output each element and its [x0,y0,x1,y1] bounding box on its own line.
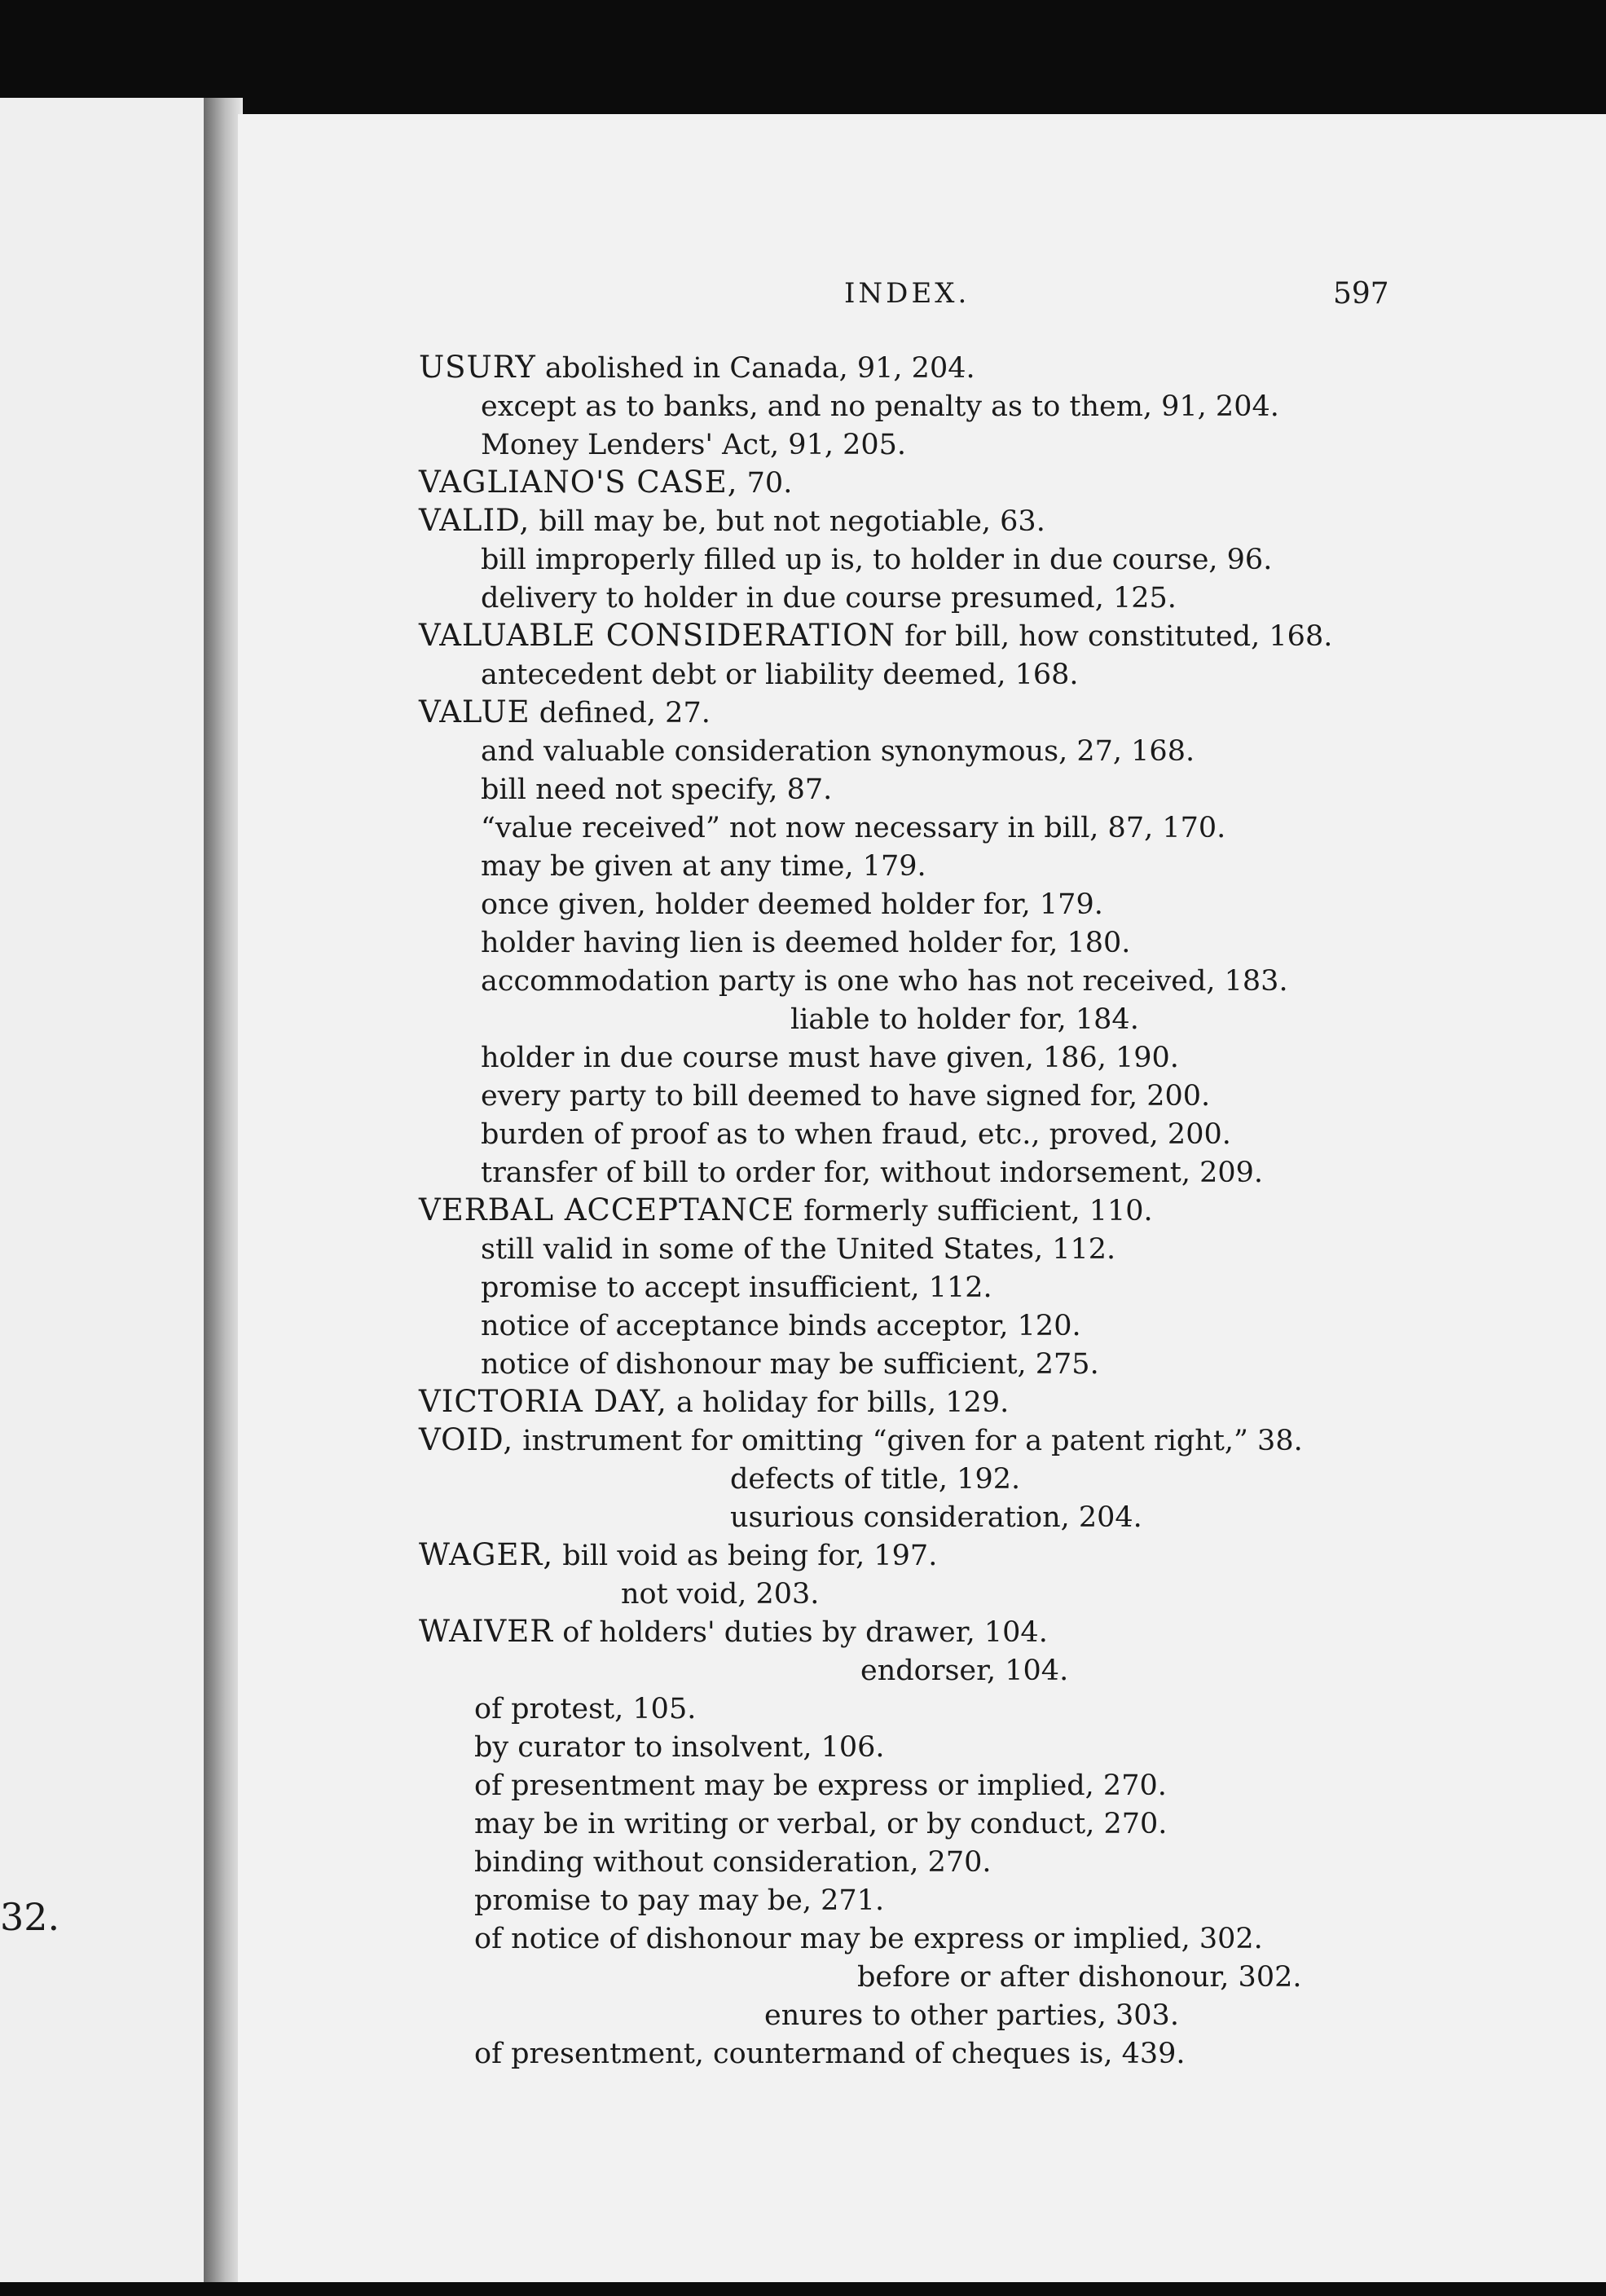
entry-text: may be given at any time, 179. [481,850,926,883]
entry-text: liable to holder for, 184. [790,1003,1139,1036]
entry-head: VICTORIA DAY, [419,1384,667,1419]
entry-text: a holiday for bills, 129. [667,1386,1010,1419]
index-line [419,352,975,383]
index-line [419,1386,1009,1417]
entry-text: before or after dishonour, 302. [857,1961,1302,1994]
entry-text: burden of proof as to when fraud, etc., proved, 200. [481,1118,1231,1151]
index-line [481,1271,992,1302]
entry-text: promise to pay may be, 271. [474,1884,885,1917]
entry-text: defined, 27. [530,697,711,729]
entry-text: of notice of dishonour may be express or implied, 302. [474,1923,1263,1955]
entry-head: VALUE [419,694,530,729]
index-line [474,1731,885,1762]
index-line [419,1616,1048,1647]
entry-text: holder in due course must have given, 186, 190. [481,1042,1179,1074]
entry-text: transfer of bill to order for, without indorsement, 209. [481,1157,1264,1189]
entry-text: still valid in some of the United States, 112. [481,1233,1116,1266]
entry-text: for bill, how constituted, 168. [895,620,1333,653]
index-line [790,1003,1139,1034]
index-line [481,1233,1115,1264]
entry-text: once given, holder deemed holder for, 179. [481,888,1103,921]
index-line [481,850,926,881]
entry-text: notice of acceptance binds acceptor, 120. [481,1310,1081,1342]
entry-head: USURY [419,350,536,385]
entry-text: enures to other parties, 303. [764,1999,1179,2032]
entry-text: holder having lien is deemed holder for, 180. [481,927,1131,959]
entry-head: WAGER, [419,1537,554,1572]
entry-text: bill void as being for, 197. [553,1540,938,1572]
entry-head: VALUABLE CONSIDERATION [419,618,895,653]
index-line [481,1042,1179,1073]
index-line [481,812,1225,843]
entry-head: VAGLIANO'S CASE, [419,465,738,500]
index-line [474,1923,1263,1954]
index-line [481,735,1195,766]
entry-head: VOID, [419,1422,514,1457]
index-line [481,582,1177,613]
page-number: 597 [1333,277,1389,311]
entry-text: of holders' duties by drawer, 104. [553,1616,1048,1649]
facing-page-fragment: 32. [0,1895,60,1939]
entry-text: by curator to insolvent, 106. [474,1731,885,1764]
index-line [419,505,1045,536]
index-line [481,1310,1081,1341]
index-line [481,1118,1231,1149]
index-line [481,888,1103,919]
entry-text: instrument for omitting “given for a patent right,” 38. [513,1425,1303,1457]
index-line [621,1578,819,1609]
index-line [419,620,1332,651]
index-line [474,1769,1167,1800]
entry-text: “value received” not now necessary in bill, 87, 170. [481,812,1226,844]
index-line [481,429,906,460]
index-line [481,965,1288,996]
index-line [764,1999,1179,2030]
entry-text: and valuable consideration synonymous, 27, 168. [481,735,1195,768]
index-line [481,1080,1210,1111]
entry-text: 70. [737,467,793,500]
entry-text: may be in writing or verbal, or by conduct, 270. [474,1808,1168,1840]
entry-text: bill improperly filled up is, to holder in due course, 96. [481,544,1273,576]
entry-head: VERBAL ACCEPTANCE [419,1192,795,1227]
index-line [419,1422,1303,1457]
entry-text: binding without consideration, 270. [474,1846,992,1879]
entry-text: every party to bill deemed to have signed for, 200. [481,1080,1211,1113]
index-line [481,659,1079,690]
index-line [419,694,711,729]
entry-text: defects of title, 192. [730,1463,1021,1496]
entry-text: endorser, 104. [860,1655,1069,1687]
index-line [481,544,1272,575]
entry-text: bill may be, but not negotiable, 63. [530,505,1045,538]
index-line [474,1693,696,1724]
index-line [860,1655,1068,1686]
index-line [481,1348,1099,1379]
index-line [419,1192,1153,1227]
entry-text: formerly sufficient, 110. [794,1195,1153,1227]
entry-text: of protest, 105. [474,1693,697,1725]
entry-text: Money Lenders' Act, 91, 205. [481,429,907,461]
entry-head: VALID, [419,503,530,538]
entry-text: abolished in Canada, 91, 204. [535,352,975,385]
entry-text: of presentment may be express or implied, 270. [474,1769,1167,1802]
index-line [474,1808,1167,1839]
entry-text: antecedent debt or liability deemed, 168. [481,659,1079,691]
entry-text: bill need not specify, 87. [481,773,833,806]
entry-text: of presentment, countermand of cheques is, 439. [474,2038,1186,2070]
entry-head: WAIVER [419,1614,554,1649]
index-line [857,1961,1302,1992]
index-line [474,2038,1186,2069]
index-line [419,467,792,498]
index-line [481,773,832,804]
entry-text: except as to banks, and no penalty as to them, 91, 204. [481,390,1279,423]
index-line [730,1501,1142,1532]
entry-text: not void, 203. [621,1578,820,1611]
entry-text: promise to accept insufficient, 112. [481,1271,992,1304]
entry-text: notice of dishonour may be sufficient, 275. [481,1348,1099,1381]
index-line [730,1463,1020,1494]
entry-text: accommodation party is one who has not received, 183. [481,965,1288,998]
running-header: INDEX. [844,277,970,310]
entry-text: usurious consideration, 204. [730,1501,1142,1534]
index-line [419,1537,938,1572]
index-line [474,1884,884,1915]
index-line [474,1846,992,1877]
entry-text: delivery to holder in due course presumed, 125. [481,582,1177,615]
index-line [481,927,1130,958]
index-line [481,1157,1263,1188]
index-line [481,390,1279,421]
